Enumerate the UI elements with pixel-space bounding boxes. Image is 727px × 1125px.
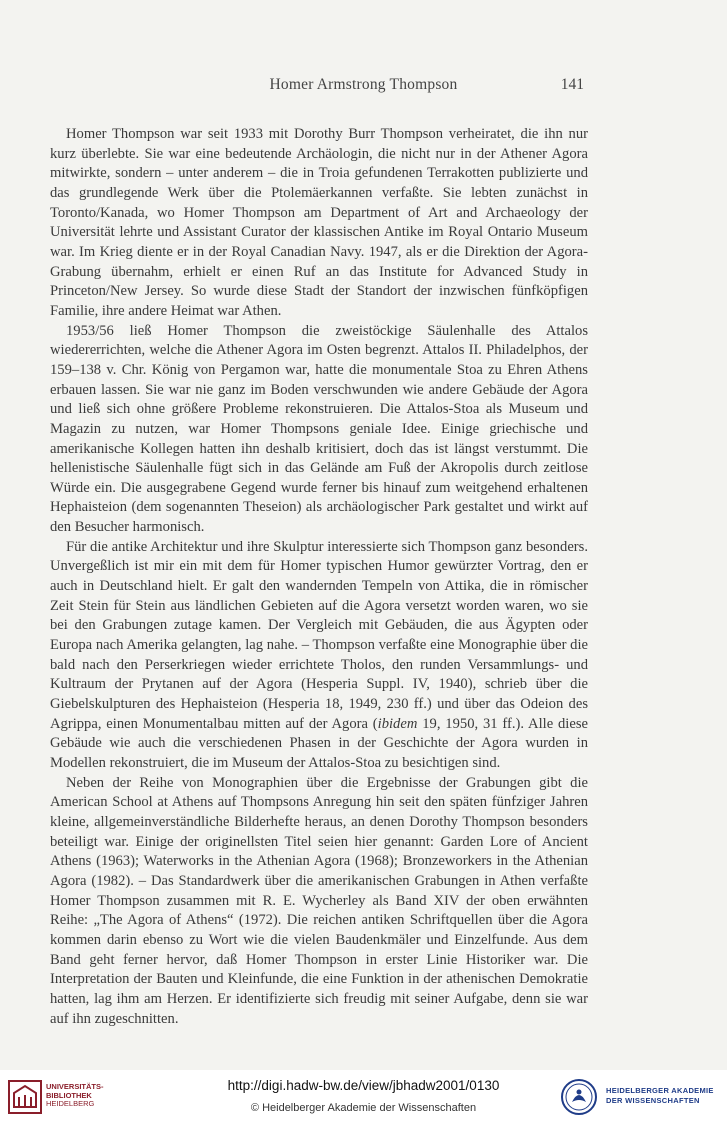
paragraph-2: 1953/56 ließ Homer Thompson die zweistöckige Säulenhalle des Attalos wiedererrichten, welche die Athener Agora im Osten begrenzt. Attalos II. Philadelphos, der 159–138 v. Chr. König von Pergamon war, hatte die monumentale Stoa zu Ehren Athens erbauen lassen. Sie war nie ganz im Boden verschwunden wie andere Gebäude der Agora und ließ sich ohne größere Probleme rekonstruieren. Die Attalos-Stoa als Museum und Magazin zu nutzen, war Homer Thompsons geniale Idee. Einige griechische und amerikanische Kollegen hatten ihn deshalb kritisiert, doch das ist längst verstummt. Die hellenistische Säulenhalle fügt sich in das Gelände am Fuß der Akropolis durch zeitlose Würde ein. Die ausgegrabene Gegend wurde ferner bis hinauf zum weitgehend erhaltenen Hephaisteion (dem sogenannten Theseion) als archäologischer Park gestaltet und wirkt auf den Besucher harmonisch. <box>50 322 588 536</box>
academy-seal-icon <box>560 1078 598 1116</box>
running-head: Homer Armstrong Thompson <box>269 76 458 93</box>
footer-permalink[interactable]: http://digi.hadw-bw.de/view/jbhadw2001/0130 <box>227 1078 500 1093</box>
paragraph-4: Neben der Reihe von Monographien über die Ergebnisse der Grabungen gibt die American School at Athens auf Thompsons Anregung hin seit den späten fünfziger Jahren kleine, allgemeinverständliche Bilderhefte heraus, an denen Dorothy Thompson besonders beteiligt war. Einige der originellsten Titel seien hier genannt: Garden Lore of Ancient Athens (1963); Waterworks in the Athenian Agora (1968); Bronzeworkers in the Athenian Agora (1982). – Das Standardwerk über die amerikanischen Grabungen in Athen verfaßte Homer Thompson zusammen mit R. E. Wycherley als Band XIV der oben erwähnten Reihe: „The Agora of Athens“ (1972). Die reichen antiken Schriftquellen über die Agora kommen darin ebenso zu Wort wie die vielen Baudenkmäler und Einzelfunde. Aus dem Band geht ferner hervor, daß Homer Thompson in erster Linie Historiker war. Die Interpretation der Bauten und Kleinfunde, die eine Funktion in der athenischen Demokratie hatten, lag ihm am Herzen. Er identifizierte sich freudig mit seiner Aufgabe, denn sie war auf ihn zugeschnitten. <box>50 774 588 1027</box>
university-library-name: UNIVERSITÄTS- BIBLIOTHEK HEIDELBERG <box>46 1082 104 1108</box>
body-text <box>50 125 588 1029</box>
paragraph-1: Homer Thompson war seit 1933 mit Dorothy Burr Thompson verheiratet, die ihn nur kurz überlebte. Sie war eine bedeutende Archäologin, die nicht nur in der Athener Agora mitwirkte, sondern – unter anderem – die in Troia gefundenen Terrakotten publizierte und das grundlegende Werk über die Ptolemäerkannen verfaßte. Sie lebten zunächst in Toronto/Kanada, wo Homer Thompson am Department of Art and Archaeology der Universität lehrte und Assistant Curator der klassischen Antike im Royal Ontario Museum war. Im Krieg diente er in der Royal Canadian Navy. 1947, als er die Direktion der Agora-Grabung übernahm, erhielt er einen Ruf an das Institute for Advanced Study in Princeton/New Jersey. So wurde diese Stadt der Standort der inzwischen fünfköpfigen Familie, ihre andere Heimat war Athen. <box>50 126 588 319</box>
page-number: 141 <box>560 76 584 93</box>
academy-name: HEIDELBERGER AKADEMIE DER WISSENSCHAFTEN <box>606 1086 714 1105</box>
page-header <box>0 76 727 98</box>
paragraph-3: Für die antike Architektur und ihre Skulptur interessierte sich Thompson ganz besonders. Unvergeßlich ist mir ein mit dem für Homer typischen Humor gewürzter Vortrag, den er auch in Deutschland hielt. Er galt den wandernden Tempeln von Attika, die in römischer Zeit Stein für Stein aus ländlichen Gebieten auf die Agora versetzt worden waren, wo sie bei den Grabungen zutage kamen. Der Vergleich mit Gebäuden, die aus Ägypten oder Europa nach Amerika gelangten, lag nahe. – Thompson verfaßte eine Monographie über die bald nach den Perserkriegen wieder errichtete Tholos, den runden Versammlungs- und Kultraum der Prytanen auf der Agora (Hesperia Suppl. IV, 1940), schrieb über die Giebelskulpturen des Hephaisteion (Hesperia 18, 1949, 230 ff.) und über das Odeion des Agrippa, einen Monumentalbau mitten auf der Agora (ibidem 19, 1950, 31 ff.). Alle diese Gebäude wie auch die verschiedenen Phasen in der Geschichte der Agora wurden in Modellen rekonstruiert, die im Museum der Attalos-Stoa zu besichtigen sind. <box>50 538 588 771</box>
footer-bar <box>0 1070 727 1125</box>
footer-copyright: © Heidelberger Akademie der Wissenschaften <box>250 1102 477 1114</box>
italic-ibidem: ibidem <box>377 715 418 732</box>
